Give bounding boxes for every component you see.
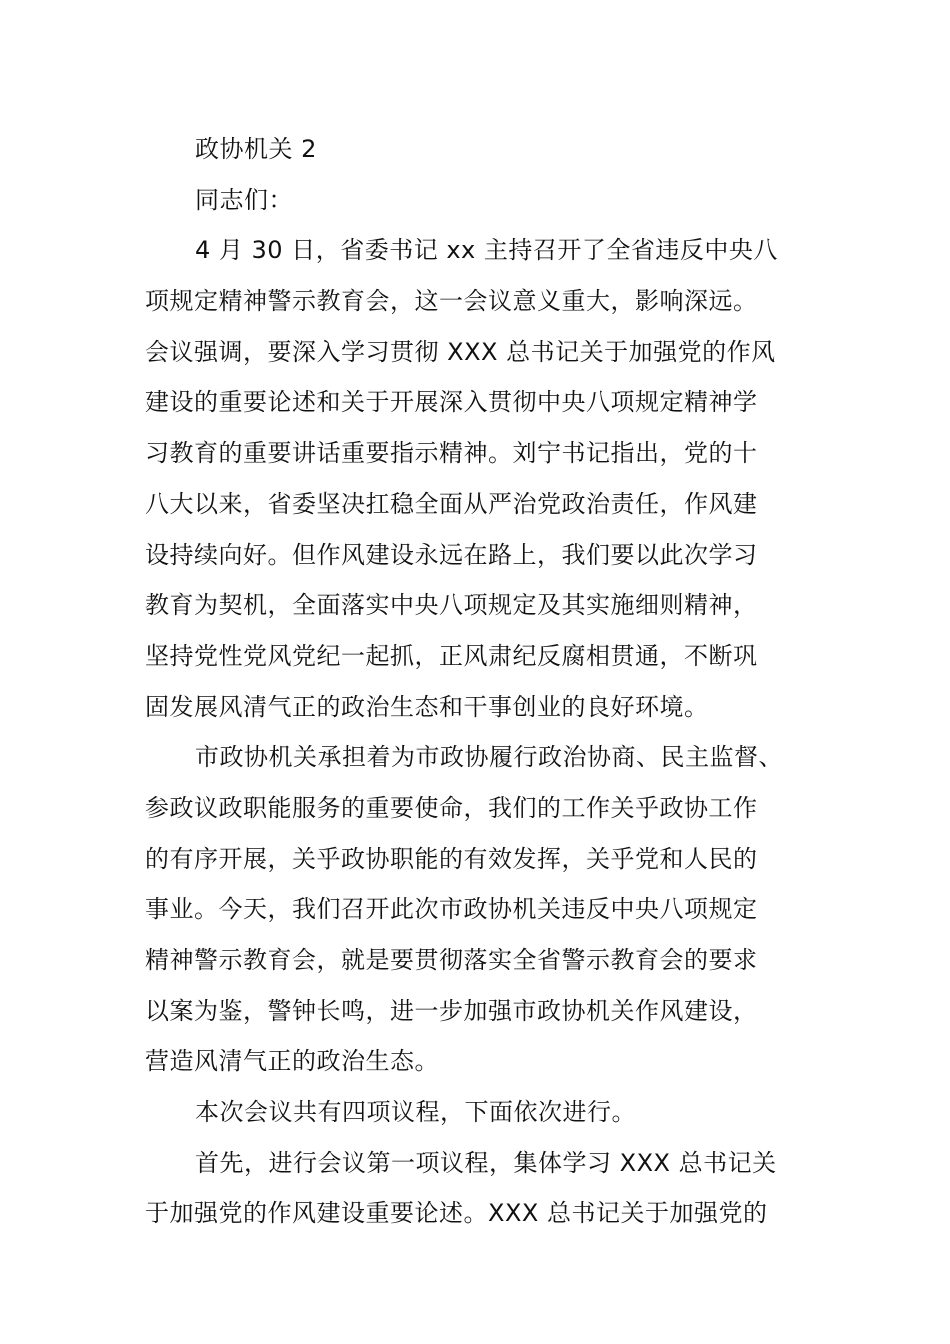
paragraph-2-line-3: 的有序开展，关乎政协职能的有效发挥，关乎党和人民的 xyxy=(145,844,758,873)
paragraph-1-line-10: 固发展风清气正的政治生态和干事创业的良好环境。 xyxy=(145,692,709,721)
paragraph-1-line-2: 项规定精神警示教育会，这一会议意义重大，影响深远。 xyxy=(145,287,758,316)
paragraph-2-line-6: 以案为鉴，警钟长鸣，进一步加强市政协机关作风建设， xyxy=(145,996,758,1025)
paragraph-4-line-2: 于加强党的作风建设重要论述。XXX 总书记关于加强党的 xyxy=(145,1199,768,1228)
paragraph-1-line-7: 设持续向好。但作风建设永远在路上，我们要以此次学习 xyxy=(145,540,758,569)
salutation: 同志们： xyxy=(195,185,293,214)
paragraph-1-line-6: 八大以来，省委坚决扛稳全面从严治党政治责任，作风建 xyxy=(145,489,758,518)
paragraph-1-line-4: 建设的重要论述和关于开展深入贯彻中央八项规定精神学 xyxy=(145,388,758,417)
paragraph-3-line-1: 本次会议共有四项议程，下面依次进行。 xyxy=(195,1098,636,1127)
paragraph-1-line-1: 4 月 30 日，省委书记 xx 主持召开了全省违反中央八 xyxy=(195,236,778,265)
paragraph-2-line-4: 事业。今天，我们召开此次市政协机关违反中央八项规定 xyxy=(145,895,758,924)
paragraph-1-line-5: 习教育的重要讲话重要指示精神。刘宁书记指出，党的十 xyxy=(145,439,758,468)
paragraph-2-line-5: 精神警示教育会，就是要贯彻落实全省警示教育会的要求 xyxy=(145,946,758,974)
paragraph-2-line-7: 营造风清气正的政治生态。 xyxy=(145,1047,439,1076)
paragraph-2-line-2: 参政议政职能服务的重要使命，我们的工作关乎政协工作 xyxy=(145,793,758,822)
paragraph-1-line-3: 会议强调，要深入学习贯彻 XXX 总书记关于加强党的作风 xyxy=(145,337,776,366)
document-body xyxy=(145,124,835,1239)
paragraph-1-line-9: 坚持党性党风党纪一起抓，正风肃纪反腐相贯通，不断巩 xyxy=(145,641,758,670)
document-heading: 政协机关 2 xyxy=(195,135,317,163)
paragraph-2-line-1: 市政协机关承担着为市政协履行政治协商、民主监督、 xyxy=(195,743,783,772)
paragraph-1-line-8: 教育为契机，全面落实中央八项规定及其实施细则精神， xyxy=(145,591,758,620)
paragraph-4-line-1: 首先，进行会议第一项议程，集体学习 XXX 总书记关 xyxy=(195,1148,777,1177)
